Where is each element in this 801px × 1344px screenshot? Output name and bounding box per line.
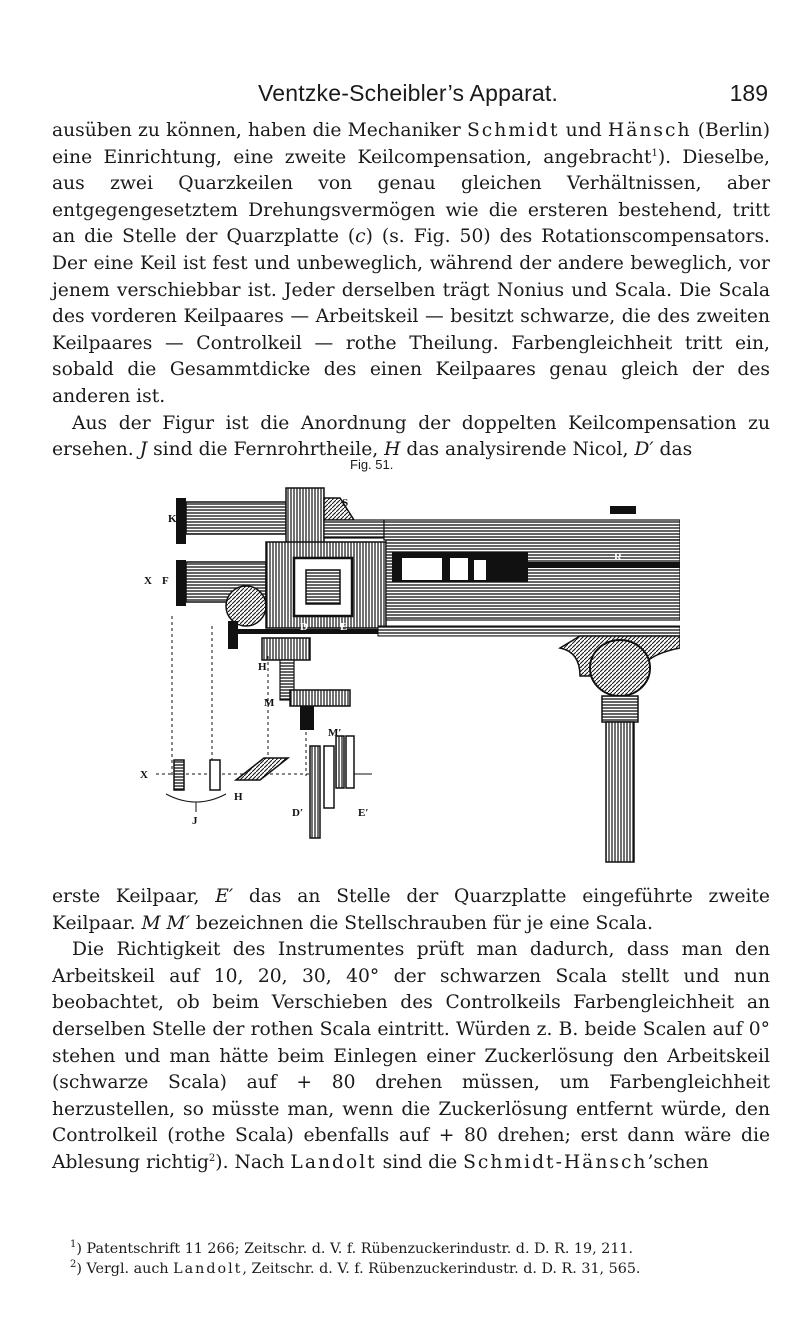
paragraph-1 [52,118,770,411]
label-X: X [144,575,152,587]
person-name: Landolt [290,1151,377,1173]
label-X-lower: X [140,769,148,781]
text-run: ). Nach [215,1151,291,1173]
label-H-upper: H [258,661,267,673]
label-E-prime: E′ [358,807,369,819]
text-run: ) (s. Fig. 50) des Rotationscompensators. Der eine Keil ist fest und unbeweglich, während der andere beweglich, vor jenem verschiebbar ist. Jeder derselben trägt Nonius und Scala. Die Scala des vorderen Keilpaares — Arbeitskeil — besitzt schwarze, die des zweiten Keilpaares — Controlkeil — rothe Theilung. Farbengleichheit tritt ein, sobald die Gesammtdicke des einen Keilpaares genau gleich der des anderen ist. [52,226,770,407]
figure-apparatus [140,476,680,871]
footnote-text: ) Patentschrift 11 266; Zeitschr. d. V. f. Rübenzuckerindustr. d. D. R. 19, 211. [76,1241,634,1257]
text-block-bottom [52,884,770,1177]
footnote-text: ) Vergl. auch [76,1261,174,1277]
label-M-prime: M′ [328,727,342,739]
footnote-2 [52,1259,770,1279]
footnote-mark: 2 [70,1259,77,1271]
label-S: S [342,497,349,509]
lower-tube [176,540,680,628]
label-H-lower: H [234,791,243,803]
label-M: M [264,697,275,709]
label-R: R [614,551,622,563]
text-run: das an Stelle der Quarzplatte eingeführte zweite Keilpaar. [52,886,770,934]
footnote-ref: 2 [208,1152,216,1164]
label-F: F [162,575,169,587]
text-run: ). Dieselbe, aus zwei Quarzkeilen von genau gleichen Verhältnissen, aber entgegengesetztem Drehungsvermögen wie die ersteren bestehend, tritt an die Stelle der Quarzplatte ( [52,146,770,248]
footnote-ref: 1 [651,147,658,159]
text-run: das [653,439,693,461]
symbol: H [384,439,401,461]
text-run: sind die [376,1151,464,1173]
text-run: ’schen [647,1151,709,1173]
text-run: (Berlin) eine Einrichtung, eine zweite Keilcompensation, angebracht [52,120,770,168]
person-name: Landolt [173,1261,243,1277]
label-K: K [168,513,177,525]
text-run: bezeichnen die Stellschrauben für je eine Scala. [189,912,653,934]
symbol: M M′ [141,912,190,934]
symbol: E′ [215,886,234,907]
label-J: J [192,815,198,827]
label-D: D [300,621,308,633]
apparatus-engraving [140,476,680,871]
paragraph-3 [52,884,770,937]
person-name: Schmidt [467,120,560,141]
text-run: erste Keilpaar, [52,886,216,907]
label-D-prime: D′ [292,807,304,819]
symbol: c [355,226,366,248]
footnotes [52,1239,770,1279]
paragraph-2 [52,411,770,464]
figure-caption: Fig. 51. [350,457,394,472]
page-number: 189 [729,80,768,106]
paragraph-4 [52,937,770,1176]
symbol: J [139,439,148,461]
symbol: D′ [634,439,654,461]
running-title: Ventzke-Scheibler’s Apparat. [258,80,559,106]
text-run: sind die Fernrohrtheile, [147,439,385,461]
label-E: E [340,621,348,633]
page-header [0,80,801,110]
text-block-top [52,118,770,464]
text-run: Die Richtigkeit des Instrumentes prüft man dadurch, dass man den Arbeitskeil auf 10, 20, 30, 40° der schwarzen Scala stellt und nun beobachtet, ob beim Verschieben des Controlkeils Farbengleichheit an derselben Stelle der rothen Scala eintritt. Würden z. B. beide Scalen auf 0° stehen und man hätte beim Einlegen einer Zuckerlösung den Arbeitskeil (schwarze Scala) auf + 80 drehen müssen, um Farbengleichheit herzustellen, so müsste man, wenn die Zuckerlösung entfernt würde, den Controlkeil (rothe Scala) ebenfalls auf + 80 drehen; erst dann wäre die Ablesung richtig [52,939,770,1173]
footnote-text: , Zeitschr. d. V. f. Rübenzuckerindustr. d. D. R. 31, 565. [242,1261,641,1277]
upper-tube [176,488,680,544]
screws-m [262,638,350,730]
text-run: Aus der Figur ist die Anordnung der doppelten Keilcompensation zu ersehen. [52,412,770,461]
footnote-1 [52,1239,770,1259]
stand [560,636,680,862]
person-name: Hänsch [607,120,692,141]
text-run: das analysirende Nicol, [400,439,635,461]
text-run: und [559,120,608,141]
text-run: ausüben zu können, haben die Mechaniker [52,120,467,141]
footnote-mark: 1 [70,1239,77,1251]
person-name: Schmidt-Hänsch [463,1151,648,1173]
